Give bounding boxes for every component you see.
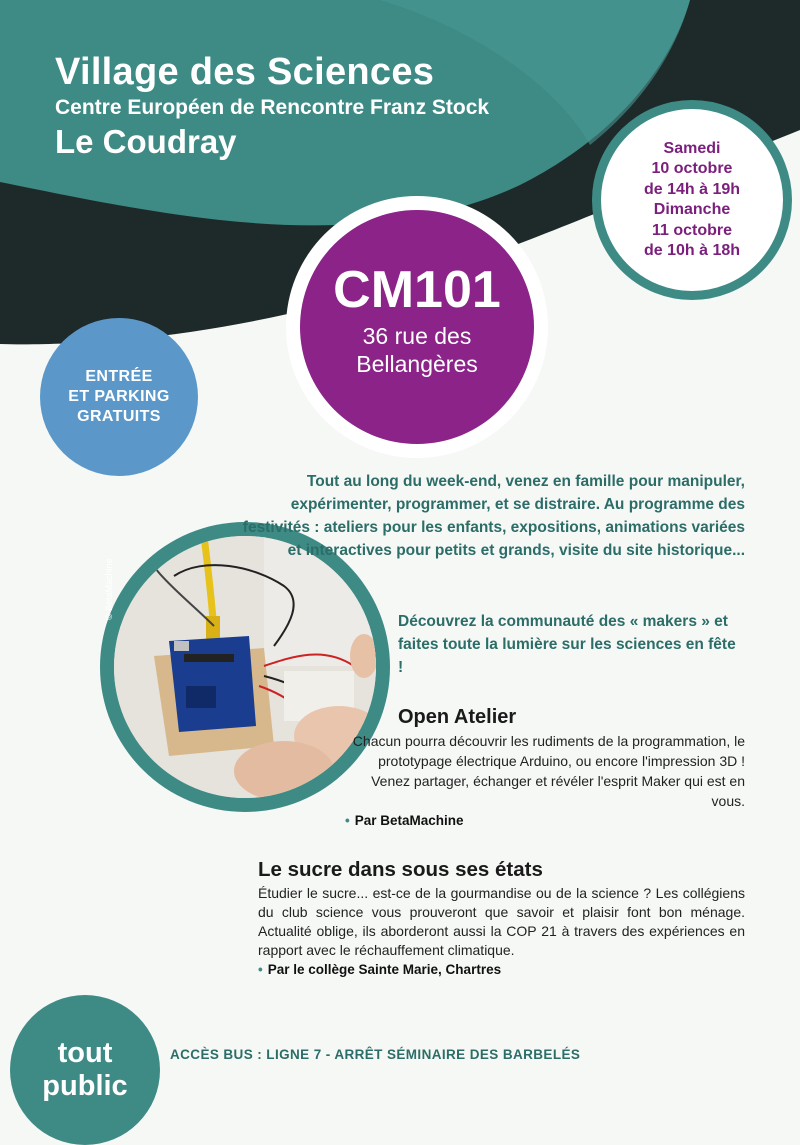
public-badge <box>10 995 160 1145</box>
open-atelier-body: Chacun pourra découvrir les rudiments de la programmation, le prototypage électrique Arduino, ou encore l'impression 3D ! Venez partager, échanger et révéler l'esprit Maker qui est en vous. <box>352 733 745 809</box>
venue-address <box>300 322 534 378</box>
bus-access-info: ACCÈS BUS : LIGNE 7 - ARRÊT SÉMINAIRE DES BARBELÉS <box>170 1047 581 1062</box>
dates-badge <box>592 100 792 300</box>
venue-name: CM101 <box>333 261 501 319</box>
entry-line: ET PARKING <box>68 388 170 405</box>
date-line: de 10h à 18h <box>643 242 741 259</box>
entry-line: GRATUITS <box>77 408 161 425</box>
photo-credit: © BetaMachine <box>104 558 114 620</box>
bullet-dot-icon: • <box>258 962 263 977</box>
date-line: de 14h à 19h <box>643 180 741 198</box>
arduino-illustration <box>114 536 376 798</box>
open-atelier-section <box>345 731 745 831</box>
date-line: Dimanche <box>653 201 731 218</box>
public-line: tout <box>57 1037 113 1069</box>
intro-paragraph <box>228 470 745 562</box>
venue-address-line: Bellangères <box>356 351 478 377</box>
page-title: Village des Sciences <box>55 51 435 93</box>
public-line: public <box>42 1070 128 1102</box>
date-line: 11 octobre <box>651 221 733 239</box>
free-entry-badge <box>40 318 198 476</box>
venue-address-line: 36 rue des <box>362 323 472 349</box>
page-subtitle: Centre Européen de Rencontre Franz Stock <box>55 96 490 119</box>
venue-badge <box>300 210 534 444</box>
open-atelier-byline <box>345 811 745 831</box>
entry-line: ENTRÉE <box>85 368 153 385</box>
bullet-dot-icon: • <box>345 813 350 828</box>
date-line: Samedi <box>663 139 721 157</box>
sucre-body: Étudier le sucre... est-ce de la gourmandise ou de la science ? Les collégiens du club science vous prouveront que savoir et plaisir font bon ménage. Actualité oblige, ils aborderont aussi la COP 21 à travers des expériences en rapport avec le réchauffement climatique. <box>258 885 745 958</box>
byline-text: Par le collège Sainte Marie, Chartres <box>267 962 502 977</box>
sucre-section <box>258 884 745 979</box>
open-atelier-title: Open Atelier <box>398 706 517 728</box>
sucre-byline <box>258 960 745 979</box>
sucre-title: Le sucre dans sous ses états <box>258 858 543 881</box>
makers-callout: Découvrez la communauté des « makers » et faites toute la lumière sur les sciences en fête ! <box>398 613 736 676</box>
arduino-photo <box>114 536 376 798</box>
byline-text: Par BetaMachine <box>354 813 464 828</box>
header-title-block <box>55 50 489 162</box>
date-line: 10 octobre <box>651 160 733 177</box>
page-place: Le Coudray <box>55 123 237 160</box>
intro-text: Tout au long du week-end, venez en famille pour manipuler, expérimenter, programmer, et se distraire. Au programme des festivités : ateliers pour les enfants, expositions, animations variées et interactives pour petits et grands, visite du site historique... <box>242 473 745 559</box>
